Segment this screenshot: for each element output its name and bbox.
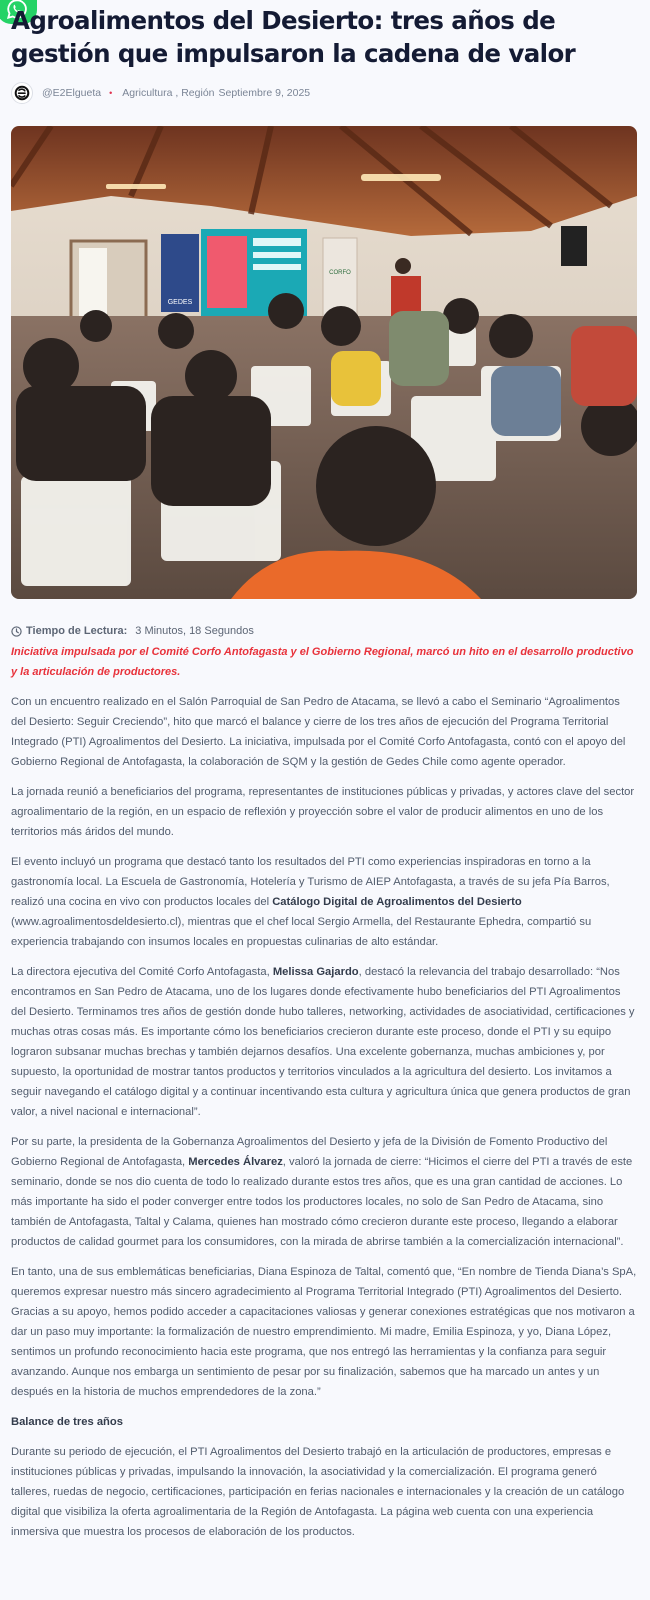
article-paragraph-1: Con un encuentro realizado en el Salón Parroquial de San Pedro de Atacama, se llevó a cabo el Seminario “Agroalimentos del Desierto: Seguir Creciendo”, hito que marcó el balance y cierre de los tres años de ejecución del Programa Territorial Integrado (PTI) Agroalimentos del Desierto. La iniciativa, impulsada por el Comité Corfo Antofagasta, contó con el apoyo del Gobierno Regional de Antofagasta, la colaboración de SQM y la gestión de Gedes Chile como agente operador. <box>11 696 626 768</box>
article-paragraph-3 <box>11 852 637 952</box>
author-avatar[interactable] <box>11 82 33 104</box>
article-paragraph-5 <box>11 1132 637 1252</box>
reading-time <box>11 623 637 639</box>
meta-separator-dot: • <box>109 88 113 98</box>
article-title: Agroalimentos del Desierto: tres años de gestión que impulsaron la cadena de valor <box>11 6 576 68</box>
author-link[interactable]: @E2Elgueta <box>42 87 102 99</box>
article-meta <box>11 81 637 105</box>
paragraph-text: Por su parte, la presidenta de la Gobernanza Agroalimentos del Desierto y jefa de la División de Fomento Productivo del Gobierno Regional de Antofagasta, <box>11 1136 608 1168</box>
paragraph-text: La directora ejecutiva del Comité Corfo Antofagasta, <box>11 966 273 978</box>
section-subheading: Balance de tres años <box>11 1416 123 1428</box>
catalog-name: Catálogo Digital de Agroalimentos del Desierto <box>272 896 522 908</box>
category-link[interactable]: Agricultura , Región <box>122 87 215 99</box>
article <box>11 0 637 1542</box>
paragraph-text: (www.agroalimentosdeldesierto.cl), mientras que el chef local Sergio Armella, del Restaurante Ephedra, compartió su experiencia trabajando con insumos locales en propuestas culinarias de alto estándar. <box>11 916 592 948</box>
paragraph-text: El evento incluyó un programa que destacó tanto los resultados del PTI como experiencias inspiradoras en torno a la gastronomía local. La Escuela de Gastronomía, Hotelería y Turismo de AIEP Antofagasta, a través de su jefa Pía Barros, realizó una cocina en vivo con productos locales del <box>11 856 610 908</box>
article-lead: Iniciativa impulsada por el Comité Corfo Antofagasta y el Gobierno Regional, marcó un hito en el desarrollo productivo y la articulación de productores. <box>11 646 634 678</box>
reading-time-label: Tiempo de Lectura: <box>26 625 128 637</box>
hero-image <box>11 126 637 599</box>
article-paragraph-4 <box>11 962 637 1122</box>
author-logo-icon <box>14 85 30 101</box>
hero-banner-right-text: CORFO <box>329 270 351 276</box>
paragraph-text: , destacó la relevancia del trabajo desarrollado: “Nos encontramos en San Pedro de Atacama, uno de los lugares donde efectivamente hubo beneficiarios del PTI Agroalimentos del Desierto. Terminamos tres años de gestión donde hubo talleres, networking, actividades de asociatividad, certificaciones y muchas otras cosas más. Es importante cómo los beneficiarios crecieron durante este proceso, donde el PTI y su equipo lograron subsanar muchas brechas y también dejarnos desafíos. Una excelente gobernanza, muchas ambiciones y, por supuesto, la oportunidad de mostrar tantos productos y territorios vinculados a la agricultura del desierto. Los invitamos a seguir navegando el catálogo digital y a continuar incentivando esta cultura y agricultura única que genera productos de gran valor, a nivel nacional e internacional”. <box>11 966 635 1118</box>
person-name: Melissa Gajardo <box>272 966 359 978</box>
reading-time-value: 3 Minutos, 18 Segundos <box>135 625 254 637</box>
article-paragraph-2: La jornada reunió a beneficiarios del programa, representantes de instituciones públicas y privadas, y actores clave del sector agroalimentario de la región, en un espacio de reflexión y proyección sobre el valor de producir alimentos en uno de los territorios más áridos del mundo. <box>11 786 635 838</box>
paragraph-text: , valoró la jornada de cierre: “Hicimos el cierre del PTI a través de este seminario, donde se nos dio cuenta de todo lo realizado durante estos tres años, que es una gran cantidad de acciones. Lo más importante ha sido el poder converger entre todos los productores locales, no solo de San Pedro de Atacama, sino también de Antofagasta, Taltal y Calama, quienes han mostrado cómo crecieron durante este proceso, llegando a elaborar productos de calidad gourmet para los consumidores, con la mirada de abrirse también a la comercialización internacional”. <box>11 1156 633 1248</box>
publish-date: Septiembre 9, 2025 <box>218 87 311 99</box>
hero-banner-left-text: GEDES <box>167 299 193 306</box>
clock-icon <box>11 626 22 637</box>
article-paragraph-7: Durante su periodo de ejecución, el PTI Agroalimentos del Desierto trabajó en la articulación de productores, empresas e instituciones públicas y privadas, impulsando la innovación, la asociatividad y la comercialización. El programa generó talleres, ruedas de negocio, certificaciones, participación en ferias nacionales e internacionales y la creación de un catálogo digital que visibiliza la oferta agroalimentaria de la Región de Antofagasta. La página web cuenta con una experiencia inmersiva que muestra los procesos de elaboración de los productos. <box>11 1446 625 1538</box>
person-name: Mercedes Álvarez <box>188 1156 283 1168</box>
article-paragraph-6: En tanto, una de sus emblemáticas beneficiarias, Diana Espinoza de Taltal, comentó que, “En nombre de Tienda Diana’s SpA, queremos expresar nuestro más sincero agradecimiento al Programa Territorial Integrado (PTI) Agroalimentos del Desierto. Gracias a su apoyo, hemos podido acceder a capacitaciones valiosas y generar conexiones estratégicas que nos motivaron a dar un paso muy importante: la formalización de nuestro emprendimiento. Mi madre, Emilia Espinoza, y yo, Diana López, sentimos un profundo reconocimiento hacia este programa, que nos entregó las herramientas y la confianza para seguir avanzando. Aunque nos embarga un sentimiento de pesar por su finalización, sabemos que ha marcado un antes y un después en la historia de muchos emprendedores de la zona.” <box>11 1266 637 1398</box>
